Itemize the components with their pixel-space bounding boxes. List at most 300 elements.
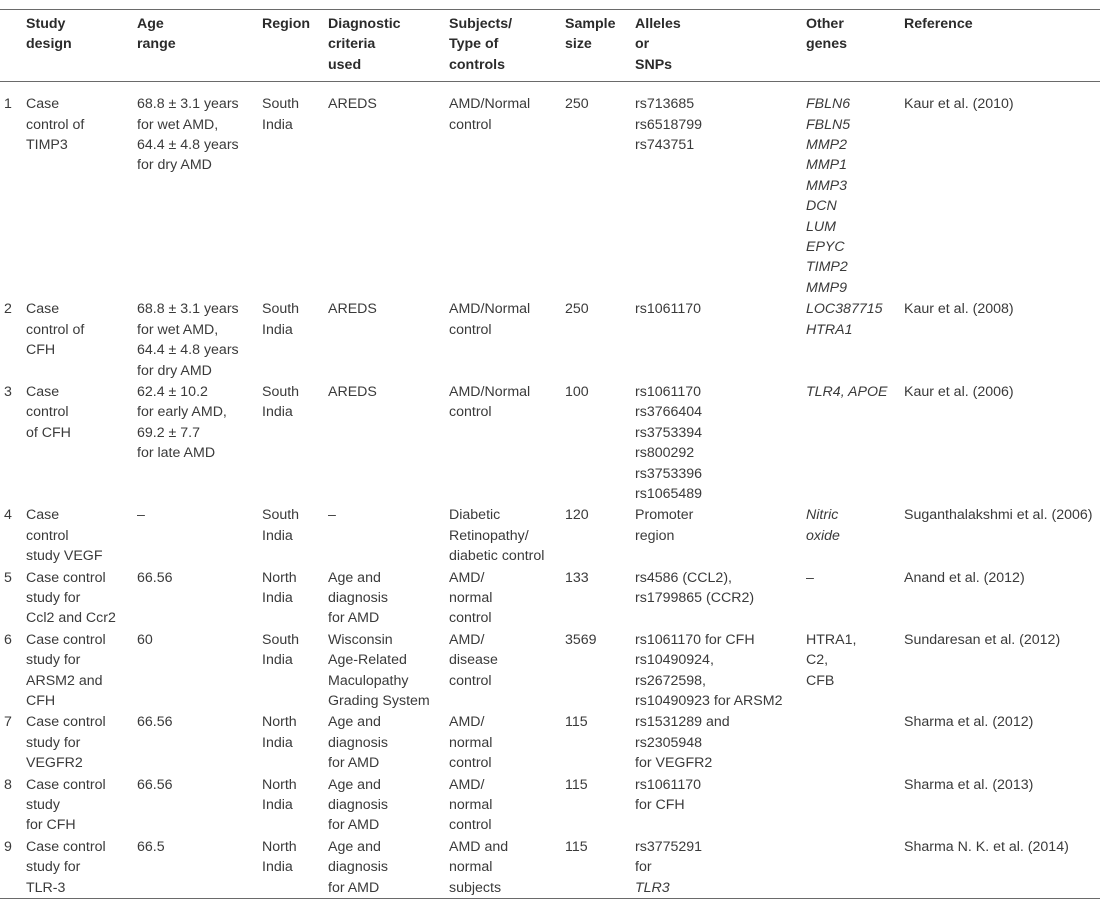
age-range-text: 69.2 ± 7.7	[137, 424, 201, 441]
subjects-cell	[445, 629, 561, 712]
age-range-cell	[133, 774, 258, 836]
diagnostic-criteria-cell	[324, 298, 445, 381]
col-number-header	[0, 10, 22, 82]
age-range-text: 62.4 ± 10.2	[137, 383, 208, 400]
subjects-cell	[445, 504, 561, 566]
study-design-text: Case control	[26, 569, 106, 586]
age-range-text: for late AMD	[137, 445, 216, 462]
other-genes-text: DCN	[806, 198, 837, 215]
reference-cell	[900, 836, 1100, 899]
sample-size-cell	[561, 298, 631, 381]
other-genes-text: MMP1	[806, 157, 847, 174]
table-row	[0, 774, 1100, 836]
alleles-snps-cell	[631, 504, 802, 566]
diagnostic-criteria-cell	[324, 381, 445, 504]
study-design-text: ARSM2 and	[26, 672, 103, 689]
sample-size-text: 115	[565, 838, 588, 855]
alleles-snps-cell	[631, 82, 802, 299]
header-text: Region	[262, 16, 311, 32]
row-number-text: 9	[4, 838, 12, 855]
region-text: North	[262, 569, 297, 586]
other-genes-text: LOC387715	[806, 301, 883, 318]
row-number-text: 5	[4, 569, 12, 586]
study-design-cell	[22, 774, 133, 836]
header-text: genes	[806, 36, 848, 53]
region-text: India	[262, 589, 293, 606]
header-text: Alleles	[635, 16, 681, 32]
table-header	[0, 10, 1100, 82]
subjects-text: subjects	[449, 879, 502, 896]
table-row	[0, 567, 1100, 629]
reference-cell	[900, 629, 1100, 712]
subjects-text: AMD/Normal	[449, 301, 531, 318]
row-number-text: 2	[4, 301, 12, 318]
alleles-snps-cell	[631, 774, 802, 836]
study-design-text: study for	[26, 734, 81, 751]
age-range-text: 66.56	[137, 569, 173, 586]
age-range-text: for wet AMD,	[137, 321, 219, 338]
region-text: India	[262, 116, 293, 133]
subjects-text: control	[449, 404, 492, 421]
alleles-snps-text: rs1531289 and	[635, 714, 730, 731]
region-text: North	[262, 714, 297, 731]
age-range-cell	[133, 567, 258, 629]
diagnostic-criteria-text: Age and	[328, 838, 381, 855]
other-genes-text: FBLN5	[806, 116, 851, 133]
age-range-cell	[133, 629, 258, 712]
subjects-text: AMD/Normal	[449, 383, 531, 400]
other-genes-text: –	[806, 569, 814, 586]
age-range-text: for dry AMD	[137, 157, 212, 174]
reference-cell	[900, 82, 1100, 299]
alleles-snps-text: rs1799865 (CCR2)	[635, 589, 755, 606]
header-text: Type of	[449, 36, 499, 53]
reference-text: Sharma et al. (2013)	[904, 776, 1034, 793]
reference-text: Kaur et al. (2006)	[904, 383, 1014, 400]
region-text: India	[262, 527, 293, 544]
subjects-text: AMD/	[449, 714, 485, 731]
header-text: or	[635, 36, 650, 53]
studies-table	[0, 9, 1100, 899]
sample-size-text: 115	[565, 776, 588, 793]
age-range-cell	[133, 298, 258, 381]
region-text: North	[262, 838, 297, 855]
diagnostic-criteria-cell	[324, 504, 445, 566]
alleles-snps-cell	[631, 567, 802, 629]
other-genes-text: LUM	[806, 218, 836, 235]
age-range-text: 64.4 ± 4.8 years	[137, 137, 239, 154]
region-text: India	[262, 734, 293, 751]
diagnostic-criteria-text: Wisconsin	[328, 631, 393, 648]
subjects-text: AMD and	[449, 838, 509, 855]
header-text: Age	[137, 16, 164, 32]
sample-size-text: 115	[565, 714, 588, 731]
reference-text: Sharma N. K. et al. (2014)	[904, 838, 1069, 855]
study-design-text: study for	[26, 859, 81, 876]
subjects-cell	[445, 381, 561, 504]
sample-size-text: 250	[565, 301, 589, 318]
diagnostic-criteria-text: AREDS	[328, 96, 377, 113]
study-design-text: study for	[26, 652, 81, 669]
diagnostic-criteria-cell	[324, 567, 445, 629]
col-age-range-header	[133, 10, 258, 82]
alleles-snps-text: rs3775291	[635, 838, 703, 855]
sample-size-cell	[561, 567, 631, 629]
alleles-snps-cell	[631, 711, 802, 773]
subjects-cell	[445, 298, 561, 381]
subjects-cell	[445, 836, 561, 899]
row-number-cell	[0, 836, 22, 899]
sample-size-cell	[561, 629, 631, 712]
age-range-text: for wet AMD,	[137, 116, 219, 133]
study-design-text: for CFH	[26, 817, 76, 834]
other-genes-cell	[802, 567, 900, 629]
reference-text: Suganthalakshmi et al. (2006)	[904, 507, 1093, 524]
diagnostic-criteria-cell	[324, 82, 445, 299]
col-other-genes-header	[802, 10, 900, 82]
alleles-snps-text: rs2305948	[635, 734, 703, 751]
row-number-cell	[0, 711, 22, 773]
subjects-text: control	[449, 321, 492, 338]
subjects-text: AMD/	[449, 631, 485, 648]
region-cell	[258, 836, 324, 899]
diagnostic-criteria-text: for AMD	[328, 755, 380, 772]
subjects-text: AMD/Normal	[449, 96, 531, 113]
other-genes-text: CFB	[806, 672, 835, 689]
alleles-snps-cell	[631, 629, 802, 712]
study-design-cell	[22, 381, 133, 504]
diagnostic-criteria-cell	[324, 711, 445, 773]
subjects-text: control	[449, 817, 492, 834]
region-text: India	[262, 652, 293, 669]
header-text: design	[26, 36, 72, 53]
row-number-cell	[0, 567, 22, 629]
age-range-text: 66.56	[137, 776, 173, 793]
age-range-cell	[133, 381, 258, 504]
subjects-text: Diabetic	[449, 507, 501, 524]
region-cell	[258, 629, 324, 712]
col-reference-header	[900, 10, 1100, 82]
region-cell	[258, 82, 324, 299]
study-design-text: Case	[26, 507, 60, 524]
other-genes-text: EPYC	[806, 239, 845, 256]
diagnostic-criteria-text: Age-Related	[328, 652, 407, 669]
study-design-text: Case control	[26, 631, 106, 648]
header-text: Subjects/	[449, 16, 513, 32]
row-number-cell	[0, 504, 22, 566]
subjects-cell	[445, 82, 561, 299]
alleles-snps-text: rs2672598,	[635, 672, 706, 689]
other-genes-cell	[802, 774, 900, 836]
study-design-cell	[22, 711, 133, 773]
subjects-cell	[445, 711, 561, 773]
other-genes-text: HTRA1,	[806, 631, 857, 648]
diagnostic-criteria-text: diagnosis	[328, 589, 388, 606]
study-design-cell	[22, 504, 133, 566]
table-row	[0, 82, 1100, 299]
header-text: Sample	[565, 16, 616, 32]
col-alleles-snps-header	[631, 10, 802, 82]
study-design-text: control	[26, 527, 69, 544]
subjects-text: Retinopathy/	[449, 527, 529, 544]
alleles-snps-text: region	[635, 527, 675, 544]
subjects-text: normal	[449, 734, 493, 751]
other-genes-cell	[802, 381, 900, 504]
sample-size-text: 120	[565, 507, 589, 524]
table-row	[0, 629, 1100, 712]
study-design-text: Case control	[26, 714, 106, 731]
row-number-text: 3	[4, 383, 12, 400]
subjects-text: control	[449, 116, 492, 133]
age-range-text: 66.5	[137, 838, 165, 855]
subjects-text: control	[449, 610, 492, 627]
col-study-design-header	[22, 10, 133, 82]
alleles-snps-cell	[631, 381, 802, 504]
diagnostic-criteria-text: –	[328, 507, 336, 524]
region-cell	[258, 298, 324, 381]
diagnostic-criteria-text: for AMD	[328, 817, 380, 834]
row-number-text: 4	[4, 507, 12, 524]
subjects-cell	[445, 567, 561, 629]
age-range-text: 60	[137, 631, 153, 648]
alleles-snps-cell	[631, 298, 802, 381]
header-text: Other	[806, 16, 844, 32]
reference-cell	[900, 298, 1100, 381]
subjects-text: AMD/	[449, 569, 485, 586]
diagnostic-criteria-text: AREDS	[328, 383, 377, 400]
other-genes-text: TLR4, APOE	[806, 383, 888, 400]
study-design-text: study for	[26, 589, 81, 606]
sample-size-cell	[561, 836, 631, 899]
alleles-snps-text: rs3753394	[635, 424, 703, 441]
subjects-text: control	[449, 755, 492, 772]
age-range-text: 68.8 ± 3.1 years	[137, 301, 239, 318]
reference-cell	[900, 381, 1100, 504]
sample-size-cell	[561, 504, 631, 566]
diagnostic-criteria-text: Age and	[328, 569, 381, 586]
age-range-text: –	[137, 507, 145, 524]
diagnostic-criteria-text: diagnosis	[328, 797, 388, 814]
study-design-text: Case control	[26, 838, 106, 855]
age-range-cell	[133, 82, 258, 299]
study-design-text: of CFH	[26, 424, 71, 441]
table-body	[0, 82, 1100, 899]
region-text: South	[262, 383, 300, 400]
reference-cell	[900, 711, 1100, 773]
sample-size-text: 3569	[565, 631, 597, 648]
subjects-text: normal	[449, 589, 493, 606]
other-genes-text: MMP2	[806, 137, 847, 154]
study-design-text: TLR-3	[26, 879, 66, 896]
row-number-text: 6	[4, 631, 12, 648]
reference-cell	[900, 504, 1100, 566]
other-genes-text: FBLN6	[806, 96, 851, 113]
study-design-text: CFH	[26, 693, 56, 709]
diagnostic-criteria-cell	[324, 629, 445, 712]
alleles-snps-text: rs10490924,	[635, 652, 714, 669]
diagnostic-criteria-text: Age and	[328, 714, 381, 731]
alleles-snps-text: TLR3	[635, 879, 670, 896]
region-cell	[258, 381, 324, 504]
alleles-snps-cell	[631, 836, 802, 899]
header-text: criteria	[328, 36, 376, 53]
age-range-text: for dry AMD	[137, 362, 212, 379]
alleles-snps-text: rs800292	[635, 445, 695, 462]
study-design-text: Case control	[26, 776, 106, 793]
sample-size-cell	[561, 711, 631, 773]
row-number-cell	[0, 629, 22, 712]
alleles-snps-text: rs3766404	[635, 404, 703, 421]
alleles-snps-text: rs10490923 for ARSM2	[635, 693, 783, 709]
table-row	[0, 381, 1100, 504]
other-genes-cell	[802, 836, 900, 899]
other-genes-text: HTRA1	[806, 321, 853, 338]
subjects-text: disease	[449, 652, 498, 669]
header-text: range	[137, 36, 176, 53]
row-number-cell	[0, 381, 22, 504]
other-genes-cell	[802, 82, 900, 299]
row-number-cell	[0, 82, 22, 299]
alleles-snps-text: rs743751	[635, 137, 695, 154]
sample-size-text: 133	[565, 569, 589, 586]
diagnostic-criteria-text: Maculopathy	[328, 672, 409, 689]
other-genes-cell	[802, 629, 900, 712]
other-genes-cell	[802, 711, 900, 773]
row-number-text: 8	[4, 776, 12, 793]
subjects-text: normal	[449, 859, 493, 876]
alleles-snps-text: rs6518799	[635, 116, 703, 133]
study-design-text: Ccl2 and Ccr2	[26, 610, 116, 627]
alleles-snps-text: rs1061170	[635, 301, 701, 318]
study-design-cell	[22, 82, 133, 299]
subjects-cell	[445, 774, 561, 836]
study-design-text: TIMP3	[26, 137, 68, 154]
reference-text: Kaur et al. (2008)	[904, 301, 1014, 318]
study-design-cell	[22, 298, 133, 381]
region-cell	[258, 711, 324, 773]
subjects-text: normal	[449, 797, 493, 814]
header-text: Study	[26, 16, 66, 32]
diagnostic-criteria-text: Grading System	[328, 693, 430, 709]
col-subjects-header	[445, 10, 561, 82]
alleles-snps-text: rs3753396	[635, 465, 703, 482]
study-design-text: VEGFR2	[26, 755, 83, 772]
diagnostic-criteria-cell	[324, 774, 445, 836]
sample-size-text: 250	[565, 96, 589, 113]
study-design-text: Case	[26, 301, 60, 318]
alleles-snps-text: rs1061170 for CFH	[635, 631, 755, 648]
alleles-snps-text: rs1061170	[635, 776, 701, 793]
region-cell	[258, 774, 324, 836]
diagnostic-criteria-text: diagnosis	[328, 734, 388, 751]
row-number-text: 7	[4, 714, 12, 731]
region-cell	[258, 567, 324, 629]
diagnostic-criteria-cell	[324, 836, 445, 899]
other-genes-text: C2,	[806, 652, 829, 669]
reference-text: Kaur et al. (2010)	[904, 96, 1014, 113]
region-text: South	[262, 631, 300, 648]
study-design-text: study VEGF	[26, 548, 103, 565]
reference-cell	[900, 774, 1100, 836]
alleles-snps-text: rs1061170	[635, 383, 701, 400]
study-design-text: Case	[26, 96, 60, 113]
diagnostic-criteria-text: AREDS	[328, 301, 377, 318]
subjects-text: control	[449, 672, 492, 689]
study-design-cell	[22, 567, 133, 629]
other-genes-text: MMP9	[806, 279, 847, 296]
study-design-text: study	[26, 797, 60, 814]
sample-size-cell	[561, 774, 631, 836]
alleles-snps-text: rs1065489	[635, 485, 703, 502]
subjects-text: diabetic control	[449, 548, 545, 565]
alleles-snps-text: for VEGFR2	[635, 755, 713, 772]
alleles-snps-text: rs713685	[635, 96, 695, 113]
alleles-snps-text: Promoter	[635, 507, 694, 524]
study-design-text: control	[26, 404, 69, 421]
sample-size-text: 100	[565, 383, 589, 400]
diagnostic-criteria-text: for AMD	[328, 610, 380, 627]
header-row	[0, 10, 1100, 82]
region-text: North	[262, 776, 297, 793]
reference-text: Sundaresan et al. (2012)	[904, 631, 1061, 648]
col-region-header	[258, 10, 324, 82]
other-genes-text: TIMP2	[806, 259, 848, 276]
study-design-cell	[22, 836, 133, 899]
alleles-snps-text: rs4586 (CCL2),	[635, 569, 732, 586]
region-text: India	[262, 404, 293, 421]
study-design-text: control of	[26, 116, 85, 133]
sample-size-cell	[561, 381, 631, 504]
other-genes-text: Nitric	[806, 507, 839, 524]
study-design-text: control of	[26, 321, 85, 338]
header-text: controls	[449, 56, 505, 73]
age-range-cell	[133, 836, 258, 899]
reference-cell	[900, 567, 1100, 629]
col-sample-size-header	[561, 10, 631, 82]
table-row	[0, 711, 1100, 773]
age-range-cell	[133, 711, 258, 773]
region-cell	[258, 504, 324, 566]
table-row	[0, 504, 1100, 566]
study-design-cell	[22, 629, 133, 712]
study-design-text: Case	[26, 383, 60, 400]
sample-size-cell	[561, 82, 631, 299]
header-text: SNPs	[635, 56, 673, 73]
row-number-cell	[0, 774, 22, 836]
diagnostic-criteria-text: Age and	[328, 776, 381, 793]
region-text: South	[262, 507, 300, 524]
age-range-text: 64.4 ± 4.8 years	[137, 342, 239, 359]
age-range-cell	[133, 504, 258, 566]
row-number-cell	[0, 298, 22, 381]
age-range-text: 66.56	[137, 714, 173, 731]
col-diagnostic-criteria-header	[324, 10, 445, 82]
reference-text: Anand et al. (2012)	[904, 569, 1025, 586]
region-text: India	[262, 859, 293, 876]
alleles-snps-text: for	[635, 859, 652, 876]
other-genes-text: oxide	[806, 527, 840, 544]
study-design-text: CFH	[26, 342, 56, 359]
age-range-text: for early AMD,	[137, 404, 227, 421]
reference-text: Sharma et al. (2012)	[904, 714, 1034, 731]
region-text: India	[262, 797, 293, 814]
region-text: India	[262, 321, 293, 338]
other-genes-cell	[802, 298, 900, 381]
header-text: used	[328, 56, 362, 73]
header-text: Reference	[904, 16, 973, 32]
diagnostic-criteria-text: for AMD	[328, 879, 380, 896]
header-text: size	[565, 36, 592, 53]
